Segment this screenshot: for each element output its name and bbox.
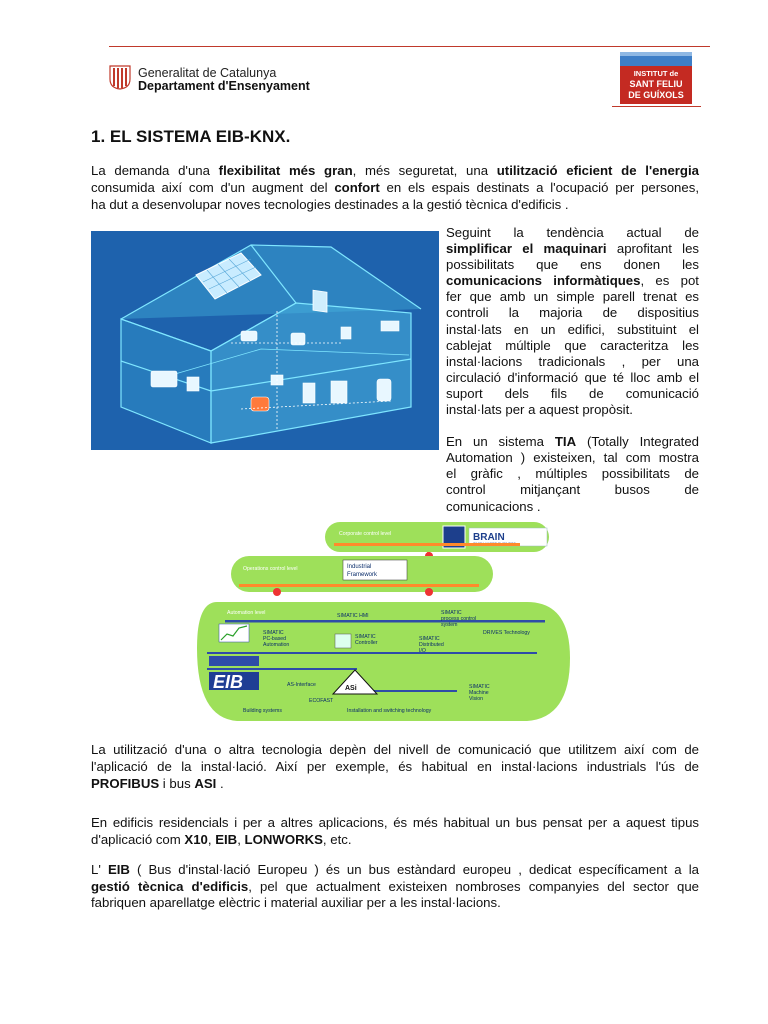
- simatic-dist-line-3: I/O: [419, 648, 426, 654]
- machine-vision-line-2: Machine: [469, 690, 489, 696]
- body-line: fabriquen aparellatge elèctric i material auxiliar per a les instal·lacions.: [91, 895, 501, 910]
- side-line: fer que amb un simple parell trenat es: [446, 289, 699, 305]
- simatic-pcs-line-1: SIMATIC: [441, 610, 462, 616]
- brand-logo-text: BRAIN: [473, 532, 505, 543]
- body-bold: X10: [184, 832, 208, 847]
- side-line: Seguint la tendència actual de: [446, 225, 699, 240]
- body-line: [91, 776, 699, 792]
- simatic-pcs-line-2: process control: [441, 616, 477, 622]
- automation-level-label: Automation level: [227, 610, 266, 616]
- side-text: En un sistema: [446, 434, 555, 450]
- side-line: instal·lats en un edifici, substituint el: [446, 321, 699, 337]
- intro-text: La demanda d'una: [91, 163, 219, 178]
- ecofast-label: ECOFAST: [309, 698, 334, 704]
- simatic-hmi-label: SIMATIC HMI: [337, 613, 369, 619]
- tia-diagram: [197, 518, 570, 727]
- body-text: ( Bus d'instal·lació Europeu ) és un bus estàndard europeu , dedicat específicament a la: [129, 862, 699, 877]
- body-bold: EIB: [107, 862, 130, 877]
- side-line: cablejat múltiple que caracteritza les: [446, 337, 699, 353]
- side-line: Automation ) existeixen, tal com mostra: [446, 450, 699, 466]
- body-bold: gestió tècnica d'edificis: [91, 879, 249, 894]
- department-name: Departament d'Ensenyament: [138, 79, 310, 93]
- device-row-icon: [209, 656, 259, 666]
- institute-line-2: SANT FELIU: [629, 79, 683, 89]
- side-bold: TIA: [554, 434, 577, 450]
- side-line: control mitjançant busos de: [446, 482, 699, 498]
- body-bold: PROFIBUS: [91, 776, 160, 791]
- side-text: aprofitant les: [606, 241, 700, 257]
- intro-line-3: ha dut a desenvolupar noves tecnologies destinades a la gestió tècnica d'edificis .: [91, 197, 569, 212]
- drives-label: DRIVES Technology: [483, 630, 530, 636]
- body-text: L': [91, 862, 108, 877]
- machine-vision-line-1: SIMATIC: [469, 684, 490, 690]
- side-line: controli la majoria de dispositius: [446, 305, 699, 321]
- eib-logo: EIB: [213, 672, 244, 692]
- side-text-column: [446, 225, 699, 515]
- body-text: ,: [237, 832, 245, 847]
- controller-device-icon: [335, 634, 351, 648]
- side-text: , es pot: [640, 273, 699, 289]
- body-line: [91, 879, 699, 895]
- machine-vision-line-3: Vision: [469, 696, 484, 702]
- side-line: instal·lacions tradicionals , per una: [446, 353, 699, 369]
- section-heading: 1. EL SISTEMA EIB-KNX.: [91, 127, 291, 146]
- building-systems-label: Building systems: [243, 708, 282, 714]
- simatic-ctrl-line-1: SIMATIC: [355, 634, 376, 640]
- body-bold: LONWORKS: [244, 832, 323, 847]
- side-line: [446, 241, 699, 257]
- intro-text: en els espais destinats a l'ocupació per persones,: [379, 180, 699, 195]
- body-line: En edificis residencials i per a altres aplicacions, és més habitual un bus pensat per a aquest tipus: [91, 815, 699, 830]
- body-line: l'aplicació de la instal·lació. Així per exemple, és habitual en instal·lacions industrials l'ús de: [91, 759, 699, 774]
- intro-text: consumida així com d'un augment del: [91, 180, 335, 195]
- intro-line-2: [91, 180, 699, 196]
- side-line: [446, 434, 699, 450]
- side-line: comunicacions .: [446, 498, 541, 514]
- industrial-label-2: Framework: [347, 572, 378, 578]
- side-line: circulació d'informació que té lloc amb el: [446, 369, 699, 385]
- institute-line-3: DE GUÍXOLS: [628, 90, 684, 100]
- body-bold: EIB: [215, 832, 238, 847]
- intro-text: , més seguretat, una: [352, 163, 497, 178]
- side-line: instal·lats per a aquest propòsit.: [446, 402, 633, 418]
- body-text: , pel que actualment existeixen nombroses companyies del sector que: [248, 879, 699, 894]
- body-text: d'aplicació com: [91, 832, 185, 847]
- body-text: i bus: [159, 776, 195, 791]
- side-line: suport dels fils de comunicació: [446, 385, 699, 401]
- header-top-rule: [109, 46, 710, 47]
- body-text: ,: [207, 832, 216, 847]
- intro-bold: confort: [334, 180, 380, 195]
- connector-node-icon: [425, 588, 433, 596]
- simatic-pc-line-2: PC-based: [263, 636, 287, 642]
- operations-level-label: Operations control level: [243, 566, 298, 572]
- institute-logo: [612, 50, 700, 106]
- institute-line-1: INSTITUT de: [633, 69, 679, 78]
- simatic-pc-line-1: SIMATIC: [263, 630, 284, 636]
- corporate-level-label: Corporate control level: [339, 531, 392, 537]
- body-text: .: [216, 776, 224, 791]
- intro-bold: flexibilitat més gran: [218, 163, 353, 178]
- org-name: Generalitat de Catalunya: [138, 66, 277, 80]
- body-line: [91, 832, 699, 848]
- body-line: La utilització d'una o altra tecnologia depèn del nivell de comunicació que utilitzem així com de: [91, 742, 699, 757]
- side-line: el gràfic , múltiples possibilitats de: [446, 466, 699, 482]
- industrial-label-1: Industrial: [347, 564, 372, 570]
- simatic-ctrl-line-2: Controller: [355, 640, 378, 646]
- installation-label: Installation and switching technology: [347, 708, 432, 714]
- simatic-dist-line-1: SIMATIC: [419, 636, 440, 642]
- smart-house-illustration: [91, 231, 439, 450]
- simatic-dist-line-2: Distributed: [419, 642, 444, 648]
- intro-line-1: [91, 163, 699, 179]
- body-line: [91, 862, 699, 878]
- body-text: , etc.: [322, 832, 352, 847]
- side-line: [446, 273, 699, 289]
- connector-node-icon: [273, 588, 281, 596]
- asi-label: ASi: [345, 685, 357, 692]
- institute-rule: [612, 106, 701, 107]
- generalitat-logo-icon: [109, 65, 131, 90]
- body-bold: ASI: [194, 776, 217, 791]
- side-line: possibilitats que ens donen les: [446, 257, 699, 273]
- side-bold: simplificar el maquinari: [446, 241, 607, 257]
- side-bold: comunicacions informàtiques: [446, 273, 641, 289]
- simatic-pcs-line-3: system: [441, 622, 458, 628]
- simatic-pc-line-3: Automation: [263, 642, 290, 648]
- asi-interface-label: AS-Interface: [287, 682, 316, 688]
- spacer: [446, 418, 699, 434]
- side-text: (Totally Integrated: [576, 434, 699, 450]
- intro-bold: utilització eficient de l'energia: [496, 163, 699, 178]
